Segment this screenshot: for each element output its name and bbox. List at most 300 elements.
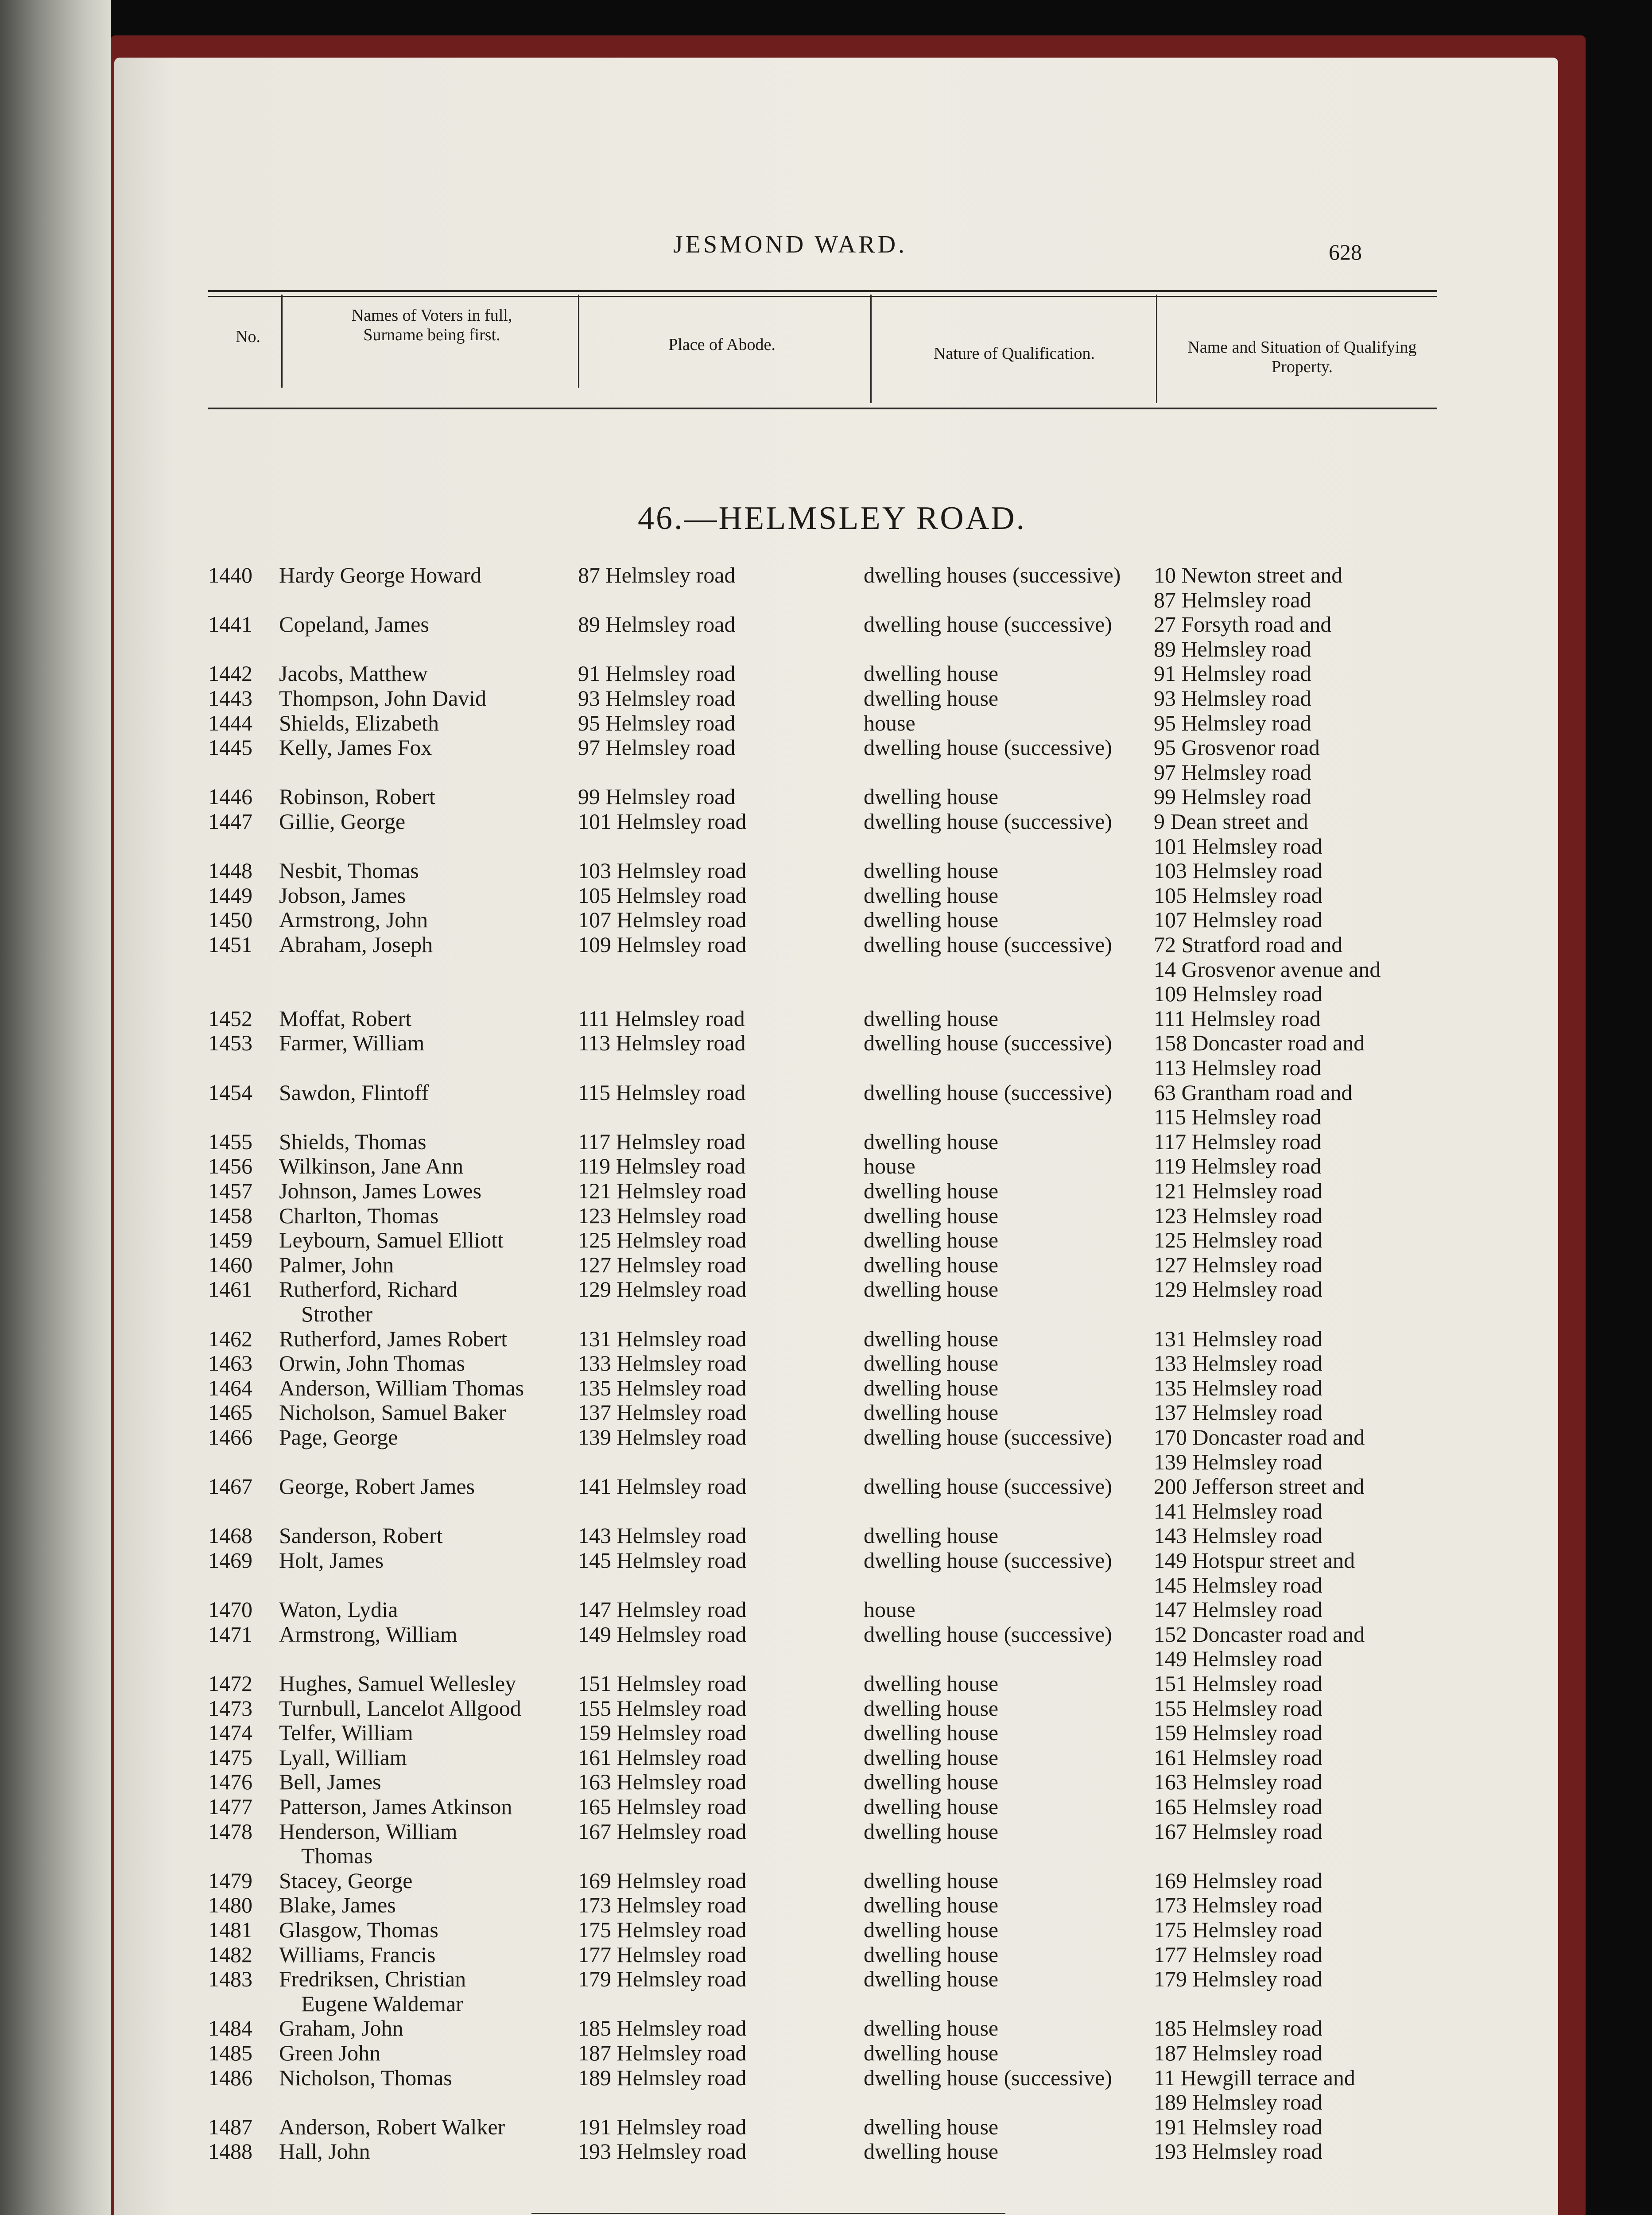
voter-number: 1454 — [208, 1080, 252, 1105]
qualifying-property: 165 Helmsley road — [1154, 1794, 1322, 1819]
qualifying-property: 103 Helmsley road — [1154, 858, 1322, 883]
voter-number: 1479 — [208, 1868, 252, 1893]
voter-name: Nicholson, Samuel Baker — [279, 1400, 506, 1425]
voter-row — [0, 563, 1652, 589]
voter-name: Waton, Lydia — [279, 1597, 398, 1622]
col-header-abode: Place of Abode. — [668, 335, 776, 354]
qualification-nature: dwelling house — [864, 1376, 999, 1400]
voter-row — [0, 957, 1652, 983]
voter-name: Kelly, James Fox — [279, 735, 432, 760]
voter-row — [0, 1696, 1652, 1722]
place-of-abode: 139 Helmsley road — [578, 1425, 747, 1449]
place-of-abode: 143 Helmsley road — [578, 1523, 747, 1548]
qualifying-property: 163 Helmsley road — [1154, 1769, 1322, 1794]
voter-number: 1449 — [208, 883, 252, 908]
voter-name: Farmer, William — [279, 1030, 425, 1055]
qualifying-property: 119 Helmsley road — [1154, 1154, 1322, 1178]
qualifying-property: 14 Grosvenor avenue and — [1154, 957, 1381, 982]
qualifying-property: 141 Helmsley road — [1154, 1499, 1322, 1523]
voter-row — [0, 1326, 1652, 1353]
place-of-abode: 135 Helmsley road — [578, 1376, 747, 1400]
voter-number: 1457 — [208, 1178, 252, 1203]
qualifying-property: 105 Helmsley road — [1154, 883, 1322, 908]
place-of-abode: 189 Helmsley road — [578, 2065, 747, 2090]
qualifying-property: 11 Hewgill terrace and — [1154, 2065, 1355, 2090]
qualifying-property: 170 Doncaster road and — [1154, 1425, 1365, 1449]
place-of-abode: 125 Helmsley road — [578, 1228, 747, 1252]
voter-row — [0, 1720, 1652, 1747]
qualifying-property: 95 Helmsley road — [1154, 711, 1311, 735]
voter-name: Johnson, James Lowes — [279, 1178, 481, 1203]
qualification-nature: dwelling house — [864, 1326, 999, 1351]
qualification-nature: dwelling house (successive) — [864, 809, 1112, 834]
qualifying-property: 173 Helmsley road — [1154, 1892, 1322, 1917]
voter-number: 1465 — [208, 1400, 252, 1425]
place-of-abode: 149 Helmsley road — [578, 1622, 747, 1647]
voter-row — [0, 1351, 1652, 1377]
qualifying-property: 107 Helmsley road — [1154, 907, 1322, 932]
voter-number: 1487 — [208, 2114, 252, 2139]
qualification-nature: dwelling house — [864, 1720, 999, 1745]
place-of-abode: 97 Helmsley road — [578, 735, 736, 760]
voter-row — [0, 2065, 1652, 2092]
qualification-nature: dwelling house — [864, 1769, 999, 1794]
voter-name: Page, George — [279, 1425, 398, 1449]
voter-row — [0, 1597, 1652, 1624]
voter-number: 1463 — [208, 1351, 252, 1376]
voter-row — [0, 1819, 1652, 1846]
voter-row — [0, 1252, 1652, 1279]
qualification-nature: dwelling house — [864, 784, 999, 809]
column-divider — [281, 295, 283, 388]
place-of-abode: 127 Helmsley road — [578, 1252, 747, 1277]
voter-name: Jobson, James — [279, 883, 406, 908]
voter-name: Shields, Thomas — [279, 1129, 427, 1154]
voter-name: Henderson, William — [279, 1819, 458, 1844]
voter-number: 1488 — [208, 2139, 252, 2164]
section-title: 46.—HELMSLEY ROAD. — [638, 500, 1027, 536]
voter-row — [0, 1548, 1652, 1574]
voter-name: Palmer, John — [279, 1252, 394, 1277]
voter-number: 1481 — [208, 1917, 252, 1942]
qualifying-property: 161 Helmsley road — [1154, 1745, 1322, 1770]
qualification-nature: dwelling house — [864, 1277, 999, 1302]
voter-row — [0, 981, 1652, 1008]
voter-name: Graham, John — [279, 2016, 403, 2040]
voter-row — [0, 784, 1652, 811]
voter-row — [0, 809, 1652, 835]
qualifying-property: 135 Helmsley road — [1154, 1376, 1322, 1400]
qualification-nature: dwelling house (successive) — [864, 1030, 1112, 1055]
qualifying-property: 10 Newton street and — [1154, 563, 1343, 587]
voter-number: 1442 — [208, 661, 252, 686]
voter-row — [0, 1499, 1652, 1525]
voter-row — [0, 1080, 1652, 1107]
qualification-nature: dwelling house — [864, 1671, 999, 1696]
voter-name: Turnbull, Lancelot Allgood — [279, 1696, 521, 1721]
voter-number: 1467 — [208, 1474, 252, 1499]
voter-name: Armstrong, John — [279, 907, 428, 932]
column-divider — [578, 295, 579, 388]
voter-row — [0, 2090, 1652, 2116]
qualifying-property: 189 Helmsley road — [1154, 2090, 1322, 2114]
voter-name: Hall, John — [279, 2139, 370, 2164]
voter-row — [0, 735, 1652, 762]
place-of-abode: 95 Helmsley road — [578, 711, 736, 735]
col-header-no: No. — [236, 327, 260, 346]
qualifying-property: 99 Helmsley road — [1154, 784, 1311, 809]
voter-number: 1486 — [208, 2065, 252, 2090]
voter-row — [0, 2139, 1652, 2165]
place-of-abode: 159 Helmsley road — [578, 1720, 747, 1745]
voter-name: Glasgow, Thomas — [279, 1917, 438, 1942]
qualifying-property: 109 Helmsley road — [1154, 981, 1322, 1006]
voter-name: Green John — [279, 2040, 381, 2065]
voter-row — [0, 907, 1652, 934]
place-of-abode: 123 Helmsley road — [578, 1203, 747, 1228]
place-of-abode: 187 Helmsley road — [578, 2040, 747, 2065]
qualification-nature: dwelling house — [864, 1523, 999, 1548]
qualifying-property: 131 Helmsley road — [1154, 1326, 1322, 1351]
voter-row — [0, 1474, 1652, 1500]
voter-number: 1447 — [208, 809, 252, 834]
qualifying-property: 158 Doncaster road and — [1154, 1030, 1365, 1055]
voter-row — [0, 1104, 1652, 1131]
register-page — [114, 58, 1558, 2215]
qualification-nature: dwelling house — [864, 686, 999, 711]
qualifying-property: 113 Helmsley road — [1154, 1055, 1322, 1080]
qualification-nature: dwelling house (successive) — [864, 735, 1112, 760]
qualification-nature: dwelling house — [864, 883, 999, 908]
place-of-abode: 91 Helmsley road — [578, 661, 736, 686]
col-header-names: Names of Voters in full, Surname being first. — [351, 306, 512, 344]
voter-row — [0, 1843, 1652, 1870]
voter-name: Stacey, George — [279, 1868, 413, 1893]
place-of-abode: 193 Helmsley road — [578, 2139, 747, 2164]
voter-row — [0, 1646, 1652, 1673]
voter-number: 1440 — [208, 563, 252, 587]
voter-row — [0, 1769, 1652, 1796]
qualification-nature: house — [864, 1154, 915, 1178]
voter-row — [0, 1794, 1652, 1821]
voter-row — [0, 1376, 1652, 1402]
voter-row — [0, 834, 1652, 860]
qualifying-property: 101 Helmsley road — [1154, 834, 1322, 859]
voter-number: 1464 — [208, 1376, 252, 1400]
qualifying-property: 152 Doncaster road and — [1154, 1622, 1365, 1647]
qualification-nature: dwelling houses (successive) — [864, 563, 1121, 587]
place-of-abode: 169 Helmsley road — [578, 1868, 747, 1893]
qualification-nature: dwelling house (successive) — [864, 1548, 1112, 1573]
voter-row — [0, 883, 1652, 909]
qualification-nature: dwelling house (successive) — [864, 932, 1112, 957]
voter-number: 1469 — [208, 1548, 252, 1573]
voter-number: 1452 — [208, 1006, 252, 1031]
qualification-nature: dwelling house — [864, 1794, 999, 1819]
voter-name: Rutherford, James Robert — [279, 1326, 508, 1351]
place-of-abode: 133 Helmsley road — [578, 1351, 747, 1376]
qualifying-property: 187 Helmsley road — [1154, 2040, 1322, 2065]
qualifying-property: 149 Helmsley road — [1154, 1646, 1322, 1671]
voter-number: 1441 — [208, 612, 252, 637]
qualifying-property: 200 Jefferson street and — [1154, 1474, 1365, 1499]
qualifying-property: 89 Helmsley road — [1154, 637, 1311, 661]
voter-number: 1471 — [208, 1622, 252, 1647]
header-top-rule-thin — [208, 296, 1437, 297]
qualification-nature: dwelling house — [864, 1819, 999, 1844]
voter-row — [0, 1178, 1652, 1205]
voter-number: 1485 — [208, 2040, 252, 2065]
voter-name: Williams, Francis — [279, 1942, 436, 1967]
qualifying-property: 72 Stratford road and — [1154, 932, 1343, 957]
voter-name: Gillie, George — [279, 809, 406, 834]
voter-row — [0, 637, 1652, 663]
place-of-abode: 191 Helmsley road — [578, 2114, 747, 2139]
qualifying-property: 121 Helmsley road — [1154, 1178, 1322, 1203]
qualification-nature: dwelling house — [864, 1942, 999, 1967]
qualification-nature: dwelling house — [864, 661, 999, 686]
qualification-nature: dwelling house — [864, 1868, 999, 1893]
place-of-abode: 121 Helmsley road — [578, 1178, 747, 1203]
qualifying-property: 175 Helmsley road — [1154, 1917, 1322, 1942]
qualifying-property: 133 Helmsley road — [1154, 1351, 1322, 1376]
voter-row — [0, 1203, 1652, 1230]
qualifying-property: 143 Helmsley road — [1154, 1523, 1322, 1548]
qualification-nature: house — [864, 1597, 915, 1622]
voter-row — [0, 661, 1652, 688]
place-of-abode: 117 Helmsley road — [578, 1129, 746, 1154]
voter-row — [0, 1302, 1652, 1328]
voter-row — [0, 1966, 1652, 1993]
voter-name: Shields, Elizabeth — [279, 711, 439, 735]
voter-name: Lyall, William — [279, 1745, 407, 1770]
qualification-nature: house — [864, 711, 915, 735]
qualification-nature: dwelling house — [864, 907, 999, 932]
voter-name: Copeland, James — [279, 612, 429, 637]
voter-name: Hardy George Howard — [279, 563, 482, 587]
voter-row — [0, 612, 1652, 638]
qualification-nature: dwelling house — [864, 1178, 999, 1203]
qualifying-property: 137 Helmsley road — [1154, 1400, 1322, 1425]
qualifying-property: 127 Helmsley road — [1154, 1252, 1322, 1277]
place-of-abode: 107 Helmsley road — [578, 907, 747, 932]
voter-name: Hughes, Samuel Wellesley — [279, 1671, 516, 1696]
qualifying-property: 123 Helmsley road — [1154, 1203, 1322, 1228]
place-of-abode: 103 Helmsley road — [578, 858, 747, 883]
voter-name: Orwin, John Thomas — [279, 1351, 465, 1376]
voter-row — [0, 1030, 1652, 1057]
qualifying-property: 111 Helmsley road — [1154, 1006, 1321, 1031]
voter-name: Holt, James — [279, 1548, 384, 1573]
voter-name: Fredriksen, Christian — [279, 1966, 466, 1991]
place-of-abode: 145 Helmsley road — [578, 1548, 747, 1573]
qualifying-property: 97 Helmsley road — [1154, 760, 1311, 785]
qualifying-property: 179 Helmsley road — [1154, 1966, 1322, 1991]
voter-row — [0, 1892, 1652, 1919]
qualifying-property: 139 Helmsley road — [1154, 1449, 1322, 1474]
voter-number: 1475 — [208, 1745, 252, 1770]
qualifying-property: 169 Helmsley road — [1154, 1868, 1322, 1893]
place-of-abode: 165 Helmsley road — [578, 1794, 747, 1819]
qualification-nature: dwelling house (successive) — [864, 1474, 1112, 1499]
voter-name: Blake, James — [279, 1892, 396, 1917]
voter-name: Leybourn, Samuel Elliott — [279, 1228, 504, 1252]
ward-title: JESMOND WARD. — [673, 231, 907, 258]
voter-number: 1453 — [208, 1030, 252, 1055]
place-of-abode: 101 Helmsley road — [578, 809, 747, 834]
column-divider — [870, 295, 872, 403]
voter-row — [0, 1671, 1652, 1698]
header-bottom-rule — [208, 408, 1437, 409]
voter-number: 1456 — [208, 1154, 252, 1178]
voter-name: Robinson, Robert — [279, 784, 435, 809]
voter-number: 1455 — [208, 1129, 252, 1154]
voter-name: Sawdon, Flintoff — [279, 1080, 429, 1105]
voter-number: 1468 — [208, 1523, 252, 1548]
qualification-nature: dwelling house — [864, 1400, 999, 1425]
place-of-abode: 179 Helmsley road — [578, 1966, 747, 1991]
qualifying-property: 9 Dean street and — [1154, 809, 1308, 834]
place-of-abode: 115 Helmsley road — [578, 1080, 746, 1105]
place-of-abode: 147 Helmsley road — [578, 1597, 747, 1622]
qualifying-property: 95 Grosvenor road — [1154, 735, 1320, 760]
voter-row — [0, 1425, 1652, 1451]
place-of-abode: 89 Helmsley road — [578, 612, 736, 637]
qualifying-property: 185 Helmsley road — [1154, 2016, 1322, 2040]
place-of-abode: 93 Helmsley road — [578, 686, 736, 711]
voter-number: 1477 — [208, 1794, 252, 1819]
column-divider — [1156, 295, 1157, 403]
place-of-abode: 151 Helmsley road — [578, 1671, 747, 1696]
voter-name: Anderson, William Thomas — [279, 1376, 524, 1400]
qualification-nature: dwelling house — [864, 1129, 999, 1154]
qualification-nature: dwelling house — [864, 2114, 999, 2139]
voter-name: Armstrong, William — [279, 1622, 458, 1647]
voter-number: 1474 — [208, 1720, 252, 1745]
place-of-abode: 155 Helmsley road — [578, 1696, 747, 1721]
voter-row — [0, 2114, 1652, 2141]
voter-number: 1483 — [208, 1966, 252, 1991]
voter-number: 1444 — [208, 711, 252, 735]
voter-row — [0, 760, 1652, 786]
qualification-nature: dwelling house — [864, 1228, 999, 1252]
footer-rule — [531, 2213, 1005, 2214]
col-header-property: Name and Situation of Qualifying Property. — [1187, 338, 1417, 376]
voter-row — [0, 1228, 1652, 1254]
place-of-abode: 87 Helmsley road — [578, 563, 736, 587]
voter-number: 1450 — [208, 907, 252, 932]
qualifying-property: 117 Helmsley road — [1154, 1129, 1322, 1154]
qualifying-property: 93 Helmsley road — [1154, 686, 1311, 711]
voter-row — [0, 1942, 1652, 1969]
qualifying-property: 193 Helmsley road — [1154, 2139, 1322, 2164]
voter-name: George, Robert James — [279, 1474, 475, 1499]
voter-name: Thompson, John David — [279, 686, 487, 711]
place-of-abode: 99 Helmsley road — [578, 784, 736, 809]
voter-name: Eugene Waldemar — [301, 1991, 463, 2016]
qualifying-property: 115 Helmsley road — [1154, 1104, 1322, 1129]
voter-row — [0, 858, 1652, 885]
voter-number: 1473 — [208, 1696, 252, 1721]
voter-number: 1484 — [208, 2016, 252, 2040]
voter-name: Nesbit, Thomas — [279, 858, 419, 883]
voter-number: 1461 — [208, 1277, 252, 1302]
qualification-nature: dwelling house — [864, 1203, 999, 1228]
place-of-abode: 163 Helmsley road — [578, 1769, 747, 1794]
qualification-nature: dwelling house (successive) — [864, 2065, 1112, 2090]
voter-row — [0, 1917, 1652, 1944]
voter-name: Rutherford, Richard — [279, 1277, 458, 1302]
qualifying-property: 27 Forsyth road and — [1154, 612, 1332, 637]
voter-name: Abraham, Joseph — [279, 932, 433, 957]
voter-row — [0, 2016, 1652, 2042]
voter-name: Charlton, Thomas — [279, 1203, 439, 1228]
qualifying-property: 147 Helmsley road — [1154, 1597, 1322, 1622]
place-of-abode: 131 Helmsley road — [578, 1326, 747, 1351]
qualifying-property: 177 Helmsley road — [1154, 1942, 1322, 1967]
header-top-rule — [208, 290, 1437, 292]
voter-number: 1466 — [208, 1425, 252, 1449]
voter-row — [0, 1449, 1652, 1476]
voter-row — [0, 1868, 1652, 1895]
qualification-nature: dwelling house — [864, 1892, 999, 1917]
voter-name: Jacobs, Matthew — [279, 661, 428, 686]
voter-row — [0, 1573, 1652, 1599]
voter-row — [0, 2040, 1652, 2067]
voter-row — [0, 711, 1652, 737]
voter-row — [0, 1991, 1652, 2018]
qualifying-property: 151 Helmsley road — [1154, 1671, 1322, 1696]
voter-number: 1476 — [208, 1769, 252, 1794]
qualification-nature: dwelling house — [864, 1006, 999, 1031]
qualification-nature: dwelling house — [864, 1351, 999, 1376]
place-of-abode: 119 Helmsley road — [578, 1154, 746, 1178]
qualification-nature: dwelling house (successive) — [864, 612, 1112, 637]
voter-row — [0, 1006, 1652, 1033]
qualifying-property: 149 Hotspur street and — [1154, 1548, 1355, 1573]
col-header-nature: Nature of Qualification. — [933, 344, 1095, 363]
qualifying-property: 87 Helmsley road — [1154, 587, 1311, 612]
page-number: 628 — [1329, 240, 1362, 264]
voter-number: 1480 — [208, 1892, 252, 1917]
voter-row — [0, 1745, 1652, 1772]
place-of-abode: 185 Helmsley road — [578, 2016, 747, 2040]
voter-name: Nicholson, Thomas — [279, 2065, 452, 2090]
qualification-nature: dwelling house (successive) — [864, 1080, 1112, 1105]
qualifying-property: 129 Helmsley road — [1154, 1277, 1322, 1302]
qualifying-property: 91 Helmsley road — [1154, 661, 1311, 686]
qualifying-property: 167 Helmsley road — [1154, 1819, 1322, 1844]
place-of-abode: 177 Helmsley road — [578, 1942, 747, 1967]
place-of-abode: 141 Helmsley road — [578, 1474, 747, 1499]
qualification-nature: dwelling house — [864, 2016, 999, 2040]
voter-row — [0, 587, 1652, 614]
qualifying-property: 191 Helmsley road — [1154, 2114, 1322, 2139]
qualification-nature: dwelling house — [864, 1252, 999, 1277]
voter-name: Bell, James — [279, 1769, 381, 1794]
voter-row — [0, 1277, 1652, 1303]
voter-row — [0, 1129, 1652, 1156]
place-of-abode: 173 Helmsley road — [578, 1892, 747, 1917]
voter-row — [0, 1154, 1652, 1180]
place-of-abode: 137 Helmsley road — [578, 1400, 747, 1425]
place-of-abode: 129 Helmsley road — [578, 1277, 747, 1302]
qualification-nature: dwelling house (successive) — [864, 1622, 1112, 1647]
place-of-abode: 109 Helmsley road — [578, 932, 747, 957]
voter-name: Moffat, Robert — [279, 1006, 412, 1031]
voter-number: 1448 — [208, 858, 252, 883]
qualifying-property: 125 Helmsley road — [1154, 1228, 1322, 1252]
